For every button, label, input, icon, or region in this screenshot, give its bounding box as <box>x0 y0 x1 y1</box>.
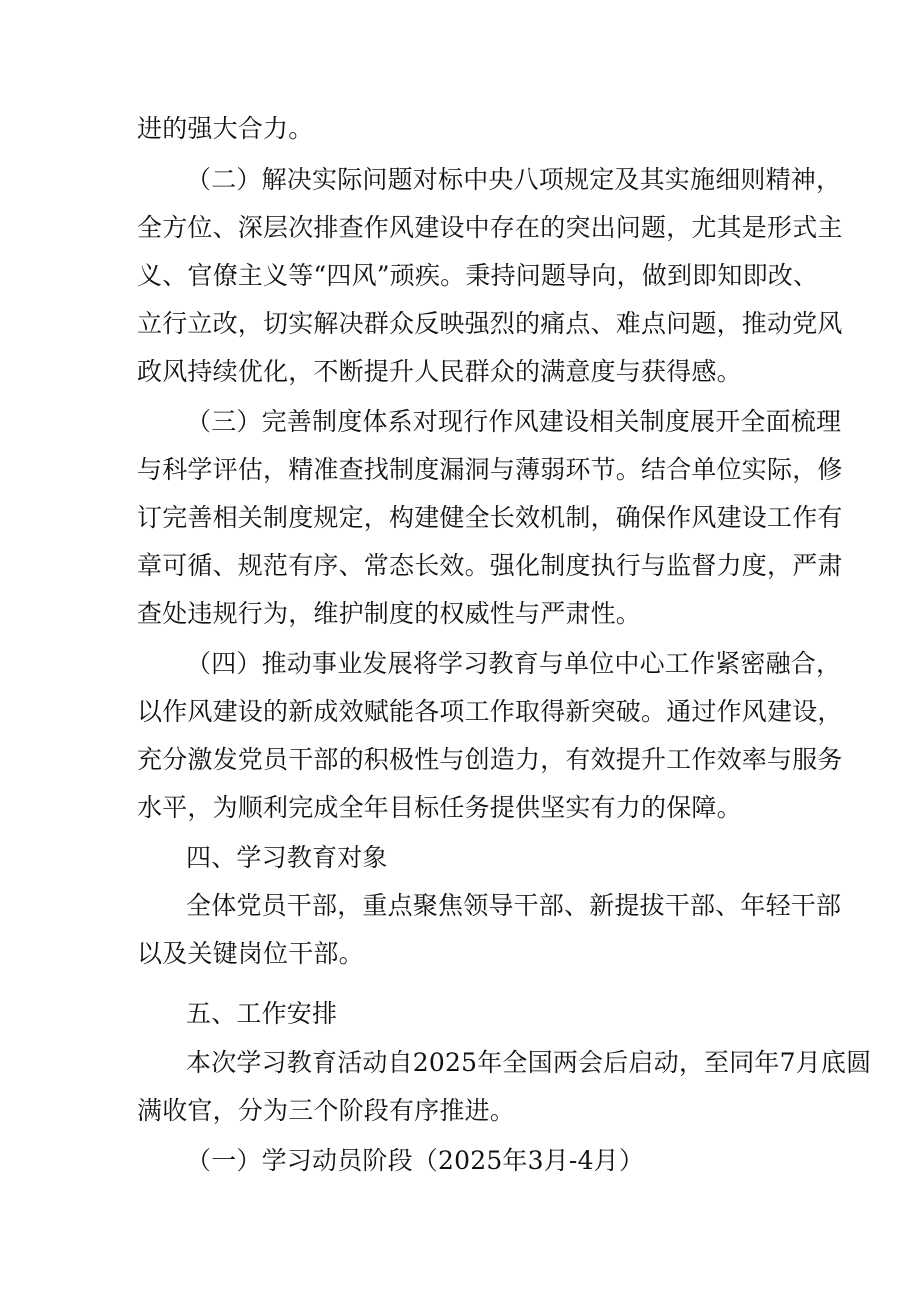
paragraph-line: 以作风建设的新成效赋能各项工作取得新突破。通过作风建设， <box>137 697 843 726</box>
paragraph-line: 全方位、深层次排查作风建设中存在的突出问题，尤其是形式主 <box>137 213 843 242</box>
section-heading-line: （三）完善制度体系对现行作风建设相关制度展开全面梳理 <box>186 407 842 436</box>
paragraph-line: 以及关键岗位干部。 <box>137 939 364 968</box>
paragraph-line: 满收官，分为三个阶段有序推进。 <box>137 1096 516 1125</box>
section-heading-line: （二）解决实际问题对标中央八项规定及其实施细则精神， <box>186 165 842 194</box>
paragraph-line: 水平，为顺利完成全年目标任务提供坚实有力的保障。 <box>137 793 742 822</box>
paragraph-line: 与科学评估，精准查找制度漏洞与薄弱环节。结合单位实际，修 <box>137 455 843 484</box>
paragraph-line: 查处违规行为，维护制度的权威性与严肃性。 <box>137 599 642 628</box>
subsection-heading: （一）学习动员阶段（2025年3月-4月） <box>186 1146 645 1175</box>
paragraph-line: 本次学习教育活动自2025年全国两会后启动，至同年7月底圆 <box>186 1048 872 1077</box>
paragraph-line: 义、官僚主义等“四风”顽疾。秉持问题导向，做到即知即改、 <box>137 261 819 290</box>
paragraph-line: 立行立改，切实解决群众反映强烈的痛点、难点问题，推动党风 <box>137 309 843 338</box>
section-heading: 五、工作安排 <box>186 999 338 1028</box>
paragraph-line: 政风持续优化，不断提升人民群众的满意度与获得感。 <box>137 357 742 386</box>
section-heading-line: （四）推动事业发展将学习教育与单位中心工作紧密融合， <box>186 649 842 678</box>
section-heading: 四、学习教育对象 <box>186 843 388 872</box>
paragraph-line: 订完善相关制度规定，构建健全长效机制，确保作风建设工作有 <box>137 503 843 532</box>
paragraph-line: 章可循、规范有序、常态长效。强化制度执行与监督力度，严肃 <box>137 551 843 580</box>
paragraph-line: 充分激发党员干部的积极性与创造力，有效提升工作效率与服务 <box>137 745 843 774</box>
paragraph-line: 全体党员干部，重点聚焦领导干部、新提拔干部、年轻干部 <box>186 891 842 920</box>
paragraph-line: 进的强大合力。 <box>137 114 314 143</box>
